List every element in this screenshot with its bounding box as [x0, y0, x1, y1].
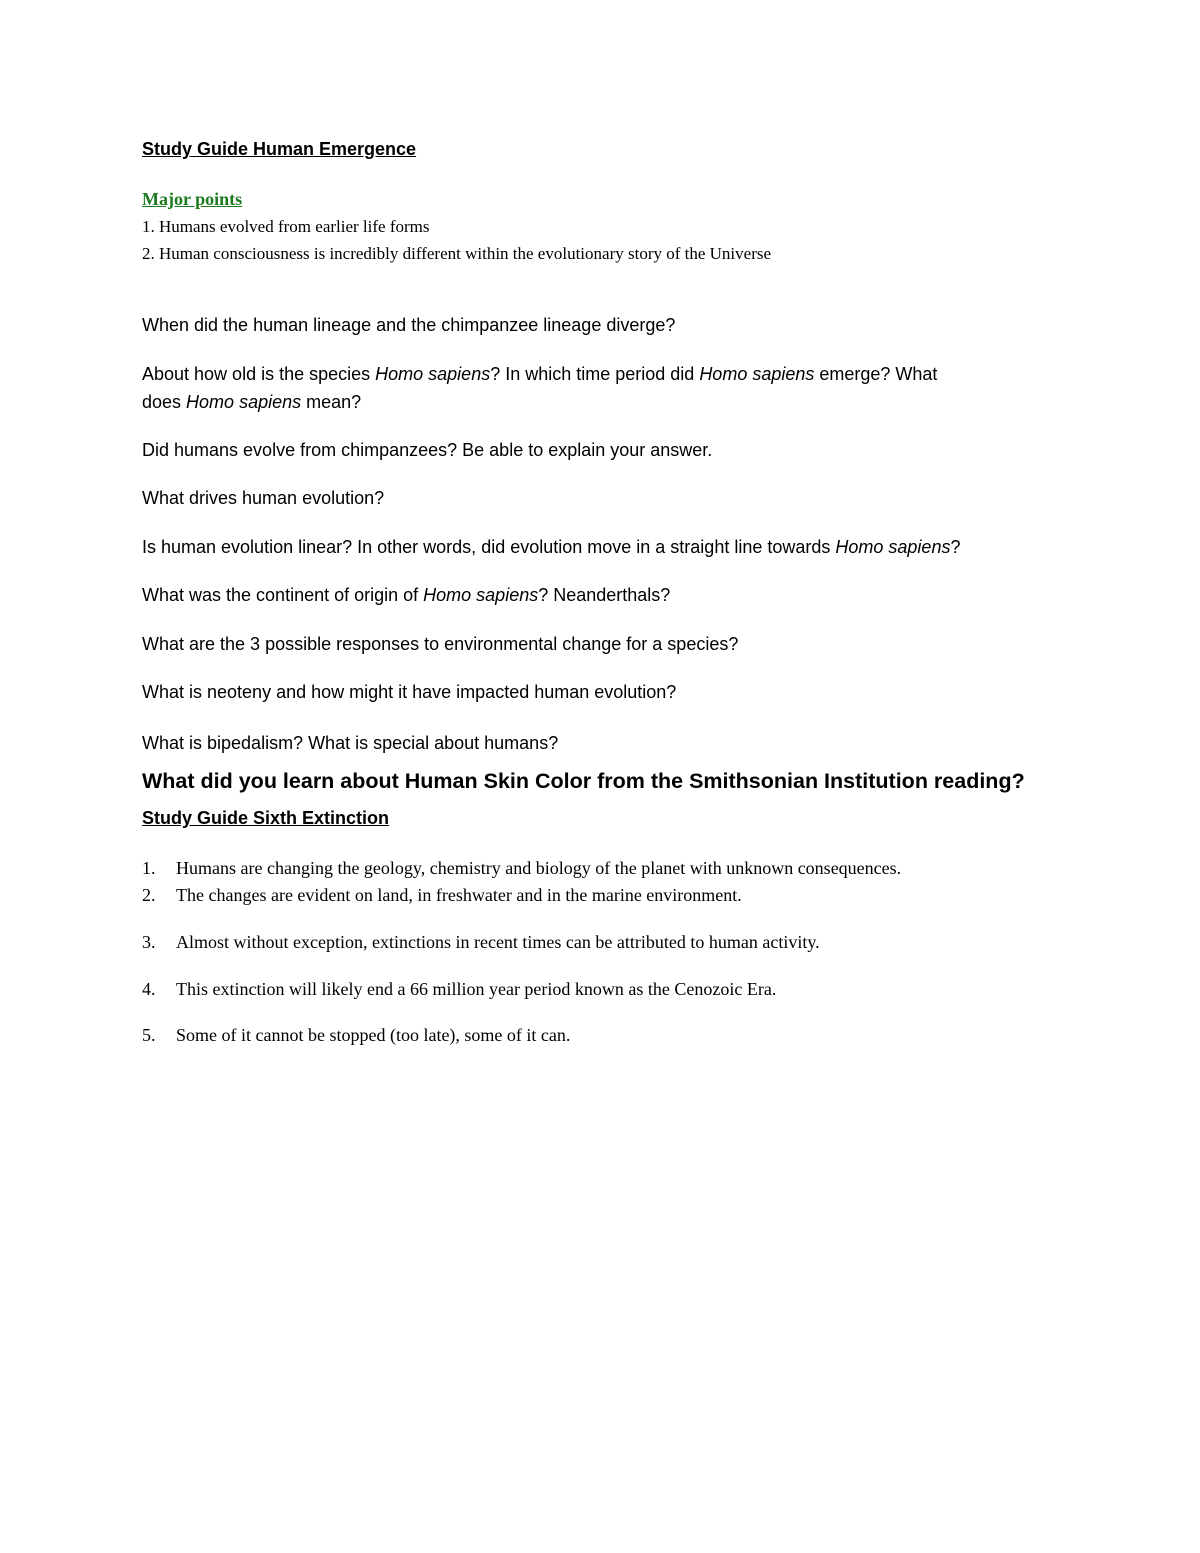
extinction-item-1 — [142, 858, 901, 879]
q5-species: Homo sapiens — [835, 537, 951, 557]
q5-text-c: ? — [950, 537, 961, 557]
q6-text-c: ? Neanderthals? — [538, 585, 671, 605]
item-text: This extinction will likely end a 66 million year period known as the Cenozoic Era. — [176, 979, 777, 999]
question-2-line-2 — [142, 392, 361, 413]
q6-text-a: What was the continent of origin of — [142, 585, 424, 605]
item-number: 3. — [142, 932, 156, 952]
item-text: Some of it cannot be stopped (too late), some of it can. — [176, 1025, 571, 1045]
q2-species-1: Homo sapiens — [375, 364, 491, 384]
q6-species: Homo sapiens — [423, 585, 539, 605]
q2-text-c: ? In which time period did — [490, 364, 700, 384]
item-text: The changes are evident on land, in freshwater and in the marine environment. — [176, 885, 742, 905]
q2-species-2: Homo sapiens — [699, 364, 815, 384]
extinction-item-2 — [142, 885, 742, 906]
q2-species-3: Homo sapiens — [186, 392, 302, 412]
q2-text-a: About how old is the species — [142, 364, 376, 384]
major-points-heading: Major points — [142, 189, 243, 209]
skin-color-question: What did you learn about Human Skin Color from the Smithsonian Institution reading? — [142, 769, 1025, 793]
q2-text-f: does — [142, 392, 187, 412]
major-point-1: 1. Humans evolved from earlier life forms — [142, 217, 430, 236]
extinction-item-5 — [142, 1025, 570, 1046]
section2-title: Study Guide Sixth Extinction — [142, 808, 390, 828]
question-5 — [142, 537, 960, 558]
extinction-item-4 — [142, 979, 776, 1000]
question-9: What is bipedalism? What is special about humans? — [142, 733, 559, 753]
question-7: What are the 3 possible responses to environmental change for a species? — [142, 634, 739, 654]
item-number: 2. — [142, 885, 156, 905]
question-2-line-1 — [142, 364, 937, 385]
q2-text-h: mean? — [301, 392, 362, 412]
question-6 — [142, 585, 670, 606]
section1-title: Study Guide Human Emergence — [142, 139, 417, 159]
question-8: What is neoteny and how might it have impacted human evolution? — [142, 682, 677, 702]
item-number: 5. — [142, 1025, 156, 1045]
item-number: 4. — [142, 979, 156, 999]
question-4: What drives human evolution? — [142, 488, 385, 508]
question-3: Did humans evolve from chimpanzees? Be able to explain your answer. — [142, 440, 713, 460]
q5-text-a: Is human evolution linear? In other words, did evolution move in a straight line towards — [142, 537, 836, 557]
item-text: Humans are changing the geology, chemistry and biology of the planet with unknown consequences. — [176, 858, 902, 878]
question-1: When did the human lineage and the chimpanzee lineage diverge? — [142, 315, 676, 335]
major-point-2: 2. Human consciousness is incredibly different within the evolutionary story of the Universe — [142, 244, 772, 263]
q2-text-e: emerge? What — [814, 364, 938, 384]
item-number: 1. — [142, 858, 156, 878]
extinction-item-3 — [142, 932, 820, 953]
item-text: Almost without exception, extinctions in recent times can be attributed to human activity. — [176, 932, 820, 952]
